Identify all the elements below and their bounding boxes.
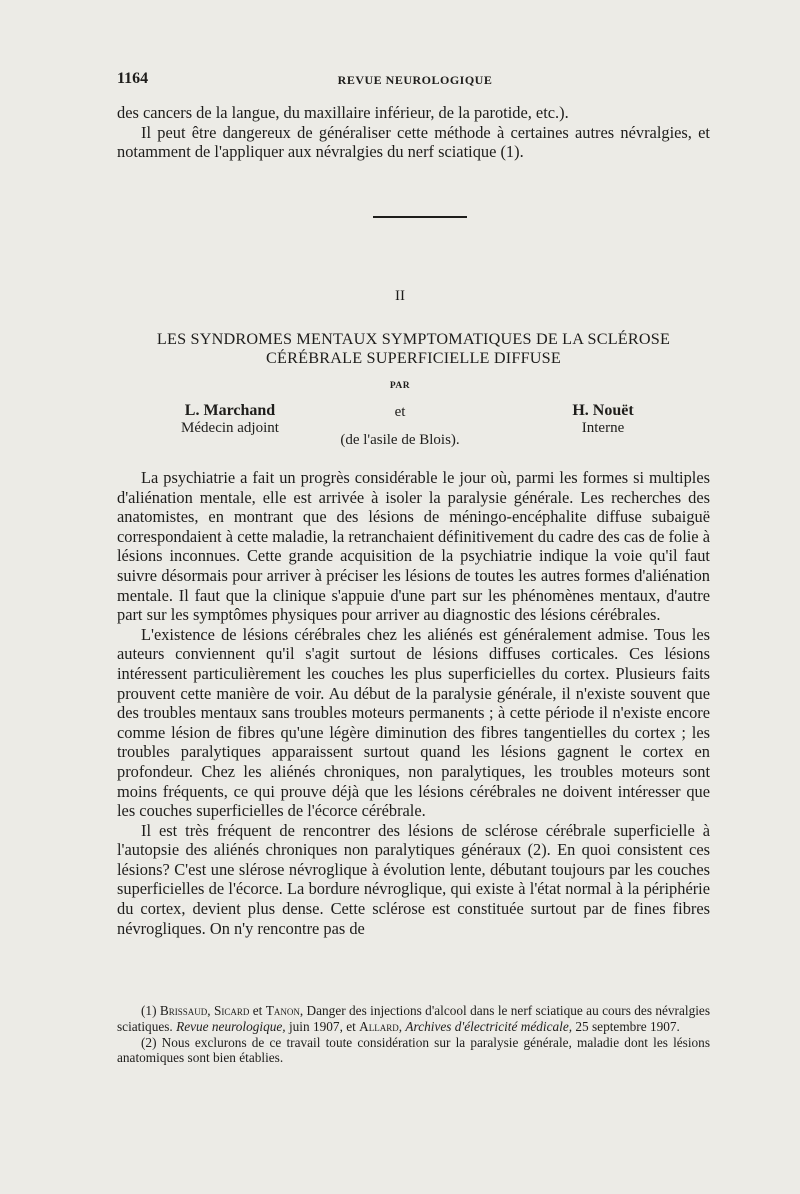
- body-paragraph: Il est très fréquent de rencontrer des lésions de sclérose cérébrale superficielle à l'autopsie des aliénés chroniques non paralytiques généraux (2). En quoi consistent ces lésions? C'est une slérose névroglique à évolution lente, débutant toujours par les couches superficielles de l'écorce. La bordure névroglique, qui existe à l'état normal à la périphérie du cortex, devient plus dense. Cette sclérose est constituée surtout par de fines fibres névrogliques. On n'y rencontre pas de: [117, 820, 710, 938]
- footnote: [117, 1003, 710, 1035]
- body-paragraph: L'existence de lésions cérébrales chez les aliénés est généralement admise. Tous les auteurs conviennent qu'il s'agit surtout de lésions diffuses corticales. Ces lésions intéressent particulièrement les couches les plus superficielles du cortex. Plusieurs faits prouvent cette manière de voir. Au début de la paralysie générale, il n'existe souvent que des troubles mentaux sans troubles moteurs permanents ; à cette période il n'existe encore comme lésion de fibres qu'une légère diminution des fibres tangentielles du cortex ; les troubles paralytiques apparaissent surtout quand les lésions gagnent le cortex en profondeur. Chez les aliénés chroniques, non paralytiques, les troubles moteurs sont moins fréquents, ce qui prouve déjà que les lésions cérébrales ne doivent intéresser que les couches superficielles de l'écorce cérébrale.: [117, 624, 710, 821]
- intro-paragraph: des cancers de la langue, du maxillaire inférieur, de la parotide, etc.).: [117, 103, 569, 122]
- author-role: Interne: [581, 420, 625, 436]
- author-name: H. Nouët: [572, 402, 634, 419]
- body-paragraph: La psychiatrie a fait un progrès considérable le jour où, parmi les formes si multiples d'aliénation mentale, elle est arrivée à isoler la paralysie générale. Les recherches des anatomistes, en montrant que des lésions de méningo-encéphalite diffuse subaiguë correspondaient à cette maladie, la retranchaient définitivement du cadre des cas de folie à lésions inconnues. Cette grande acquisition de la psychiatrie indique la voie qu'il faut suivre désormais pour arriver à préciser les lésions de toutes les autres formes d'aliénation mentale. Il faut que la clinique s'appuie d'une part sur les phénomènes mentaux, d'autre part sur les symptômes physiques pour arriver au diagnostic des lésions cérébrales.: [117, 468, 710, 625]
- section-number: II: [395, 288, 405, 304]
- footnote: (2) Nous exclurons de ce travail toute considération sur la paralysie générale, maladie dont les lésions anatomiques sont bien établies.: [117, 1034, 710, 1066]
- running-head: [117, 70, 713, 90]
- article-body: [117, 468, 710, 938]
- author-role: Médecin adjoint: [181, 420, 279, 436]
- section-divider: [373, 216, 467, 218]
- footnote-marker: (1): [141, 1003, 157, 1018]
- page-number: 1164: [117, 70, 149, 87]
- by-label: PAR: [389, 381, 411, 391]
- footnote-separator: ,: [207, 1003, 214, 1018]
- footnote-author: Sicard: [213, 1003, 250, 1018]
- intro-text: [117, 103, 710, 162]
- footnote-text: juin 1907, et: [285, 1018, 360, 1034]
- footnote-author: Tanon: [265, 1003, 300, 1018]
- author-affiliation: (de l'asile de Blois).: [340, 432, 460, 448]
- footnote-author: Allard: [359, 1018, 399, 1034]
- footnote-separator: ,: [398, 1018, 406, 1034]
- author-conjunction: et: [394, 404, 406, 420]
- footnote-author: Brissaud: [159, 1003, 208, 1018]
- intro-paragraph: Il peut être dangereux de généraliser cette méthode à certaines autres névralgies, et notamment de l'appliquer aux névralgies du nerf sciatique (1).: [117, 122, 710, 162]
- journal-title: REVUE NEUROLOGIQUE: [337, 73, 493, 87]
- article-title-line: CÉRÉBRALE SUPERFICIELLE DIFFUSE: [266, 349, 561, 367]
- footnote-text: , Danger des injections d'alcool dans le nerf sciatique au cours des névralgies sciatiques.: [117, 1003, 710, 1034]
- footnote-journal: Revue neurologique,: [176, 1018, 286, 1034]
- footnote-journal: Archives d'électricité médicale,: [405, 1018, 573, 1034]
- article-title-line: LES SYNDROMES MENTAUX SYMPTOMATIQUES DE LA SCLÉROSE: [156, 330, 671, 348]
- footnote-separator: et: [249, 1003, 266, 1018]
- footnotes: [117, 1003, 710, 1066]
- footnote-text: 25 septembre 1907.: [572, 1018, 680, 1034]
- article-title: [117, 330, 710, 368]
- author-name: L. Marchand: [184, 402, 276, 419]
